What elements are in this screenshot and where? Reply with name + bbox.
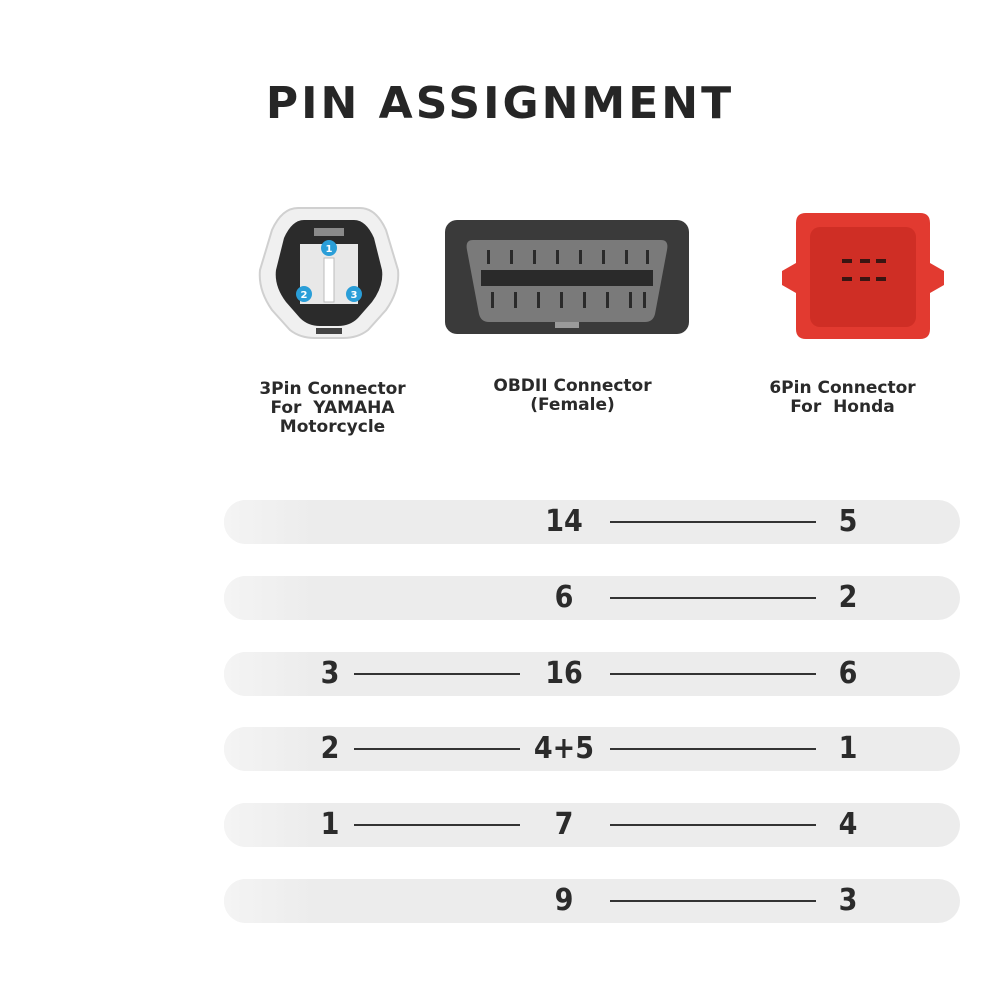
obd-pin: 9 xyxy=(554,883,574,918)
pin-mapping-row xyxy=(224,803,960,847)
honda-pin: 4 xyxy=(838,807,858,842)
yamaha-pin xyxy=(310,500,350,544)
obd-connector-caption xyxy=(470,377,675,415)
caption-line: For YAMAHA xyxy=(270,398,395,418)
obd-pin: 6 xyxy=(554,580,574,615)
obd-pin: 14 xyxy=(545,504,583,539)
obd2-female-connector-image xyxy=(443,218,691,336)
yamaha-3pin-connector-image xyxy=(258,200,400,340)
yamaha-pin xyxy=(310,576,350,620)
honda-pin: 5 xyxy=(838,504,858,539)
honda-pin: 6 xyxy=(838,656,858,691)
yamaha-pin xyxy=(310,879,350,923)
yamaha-pin: 2 xyxy=(320,731,340,766)
pin-mapping-row xyxy=(224,576,960,620)
yamaha-connector-caption xyxy=(230,380,435,437)
caption-line: 6Pin Connector xyxy=(769,378,916,398)
connection-line xyxy=(610,824,816,826)
yamaha-pin-label-1: 1 xyxy=(325,244,333,255)
connection-line xyxy=(354,673,520,675)
caption-line: For Honda xyxy=(790,397,895,417)
connection-line xyxy=(610,900,816,902)
honda-pin: 3 xyxy=(838,883,858,918)
obd-pin: 4+5 xyxy=(533,731,595,766)
pin-mapping-row xyxy=(224,727,960,771)
honda-connector-caption xyxy=(740,379,945,417)
pin-mapping-row xyxy=(224,652,960,696)
yamaha-pin-label-2: 2 xyxy=(300,290,308,301)
connection-line xyxy=(610,597,816,599)
yamaha-pin: 3 xyxy=(320,656,340,691)
honda-pin: 1 xyxy=(838,731,858,766)
connection-line xyxy=(610,521,816,523)
caption-line: Motorcycle xyxy=(279,417,386,437)
honda-pin: 2 xyxy=(838,580,858,615)
honda-6pin-connector-image xyxy=(780,205,946,345)
pin-mapping-row xyxy=(224,879,960,923)
page-title: PIN ASSIGNMENT xyxy=(265,78,735,129)
obd-pin: 7 xyxy=(554,807,574,842)
yamaha-pin-label-3: 3 xyxy=(350,290,358,301)
connection-line xyxy=(610,673,816,675)
pin-mapping-row xyxy=(224,500,960,544)
yamaha-pin: 1 xyxy=(320,807,340,842)
caption-line: OBDII Connector xyxy=(493,376,652,396)
connection-line xyxy=(354,824,520,826)
obd-pin: 16 xyxy=(545,656,583,691)
connection-line xyxy=(354,748,520,750)
connection-line xyxy=(610,748,816,750)
caption-line: (Female) xyxy=(530,395,615,415)
caption-line: 3Pin Connector xyxy=(259,379,406,399)
